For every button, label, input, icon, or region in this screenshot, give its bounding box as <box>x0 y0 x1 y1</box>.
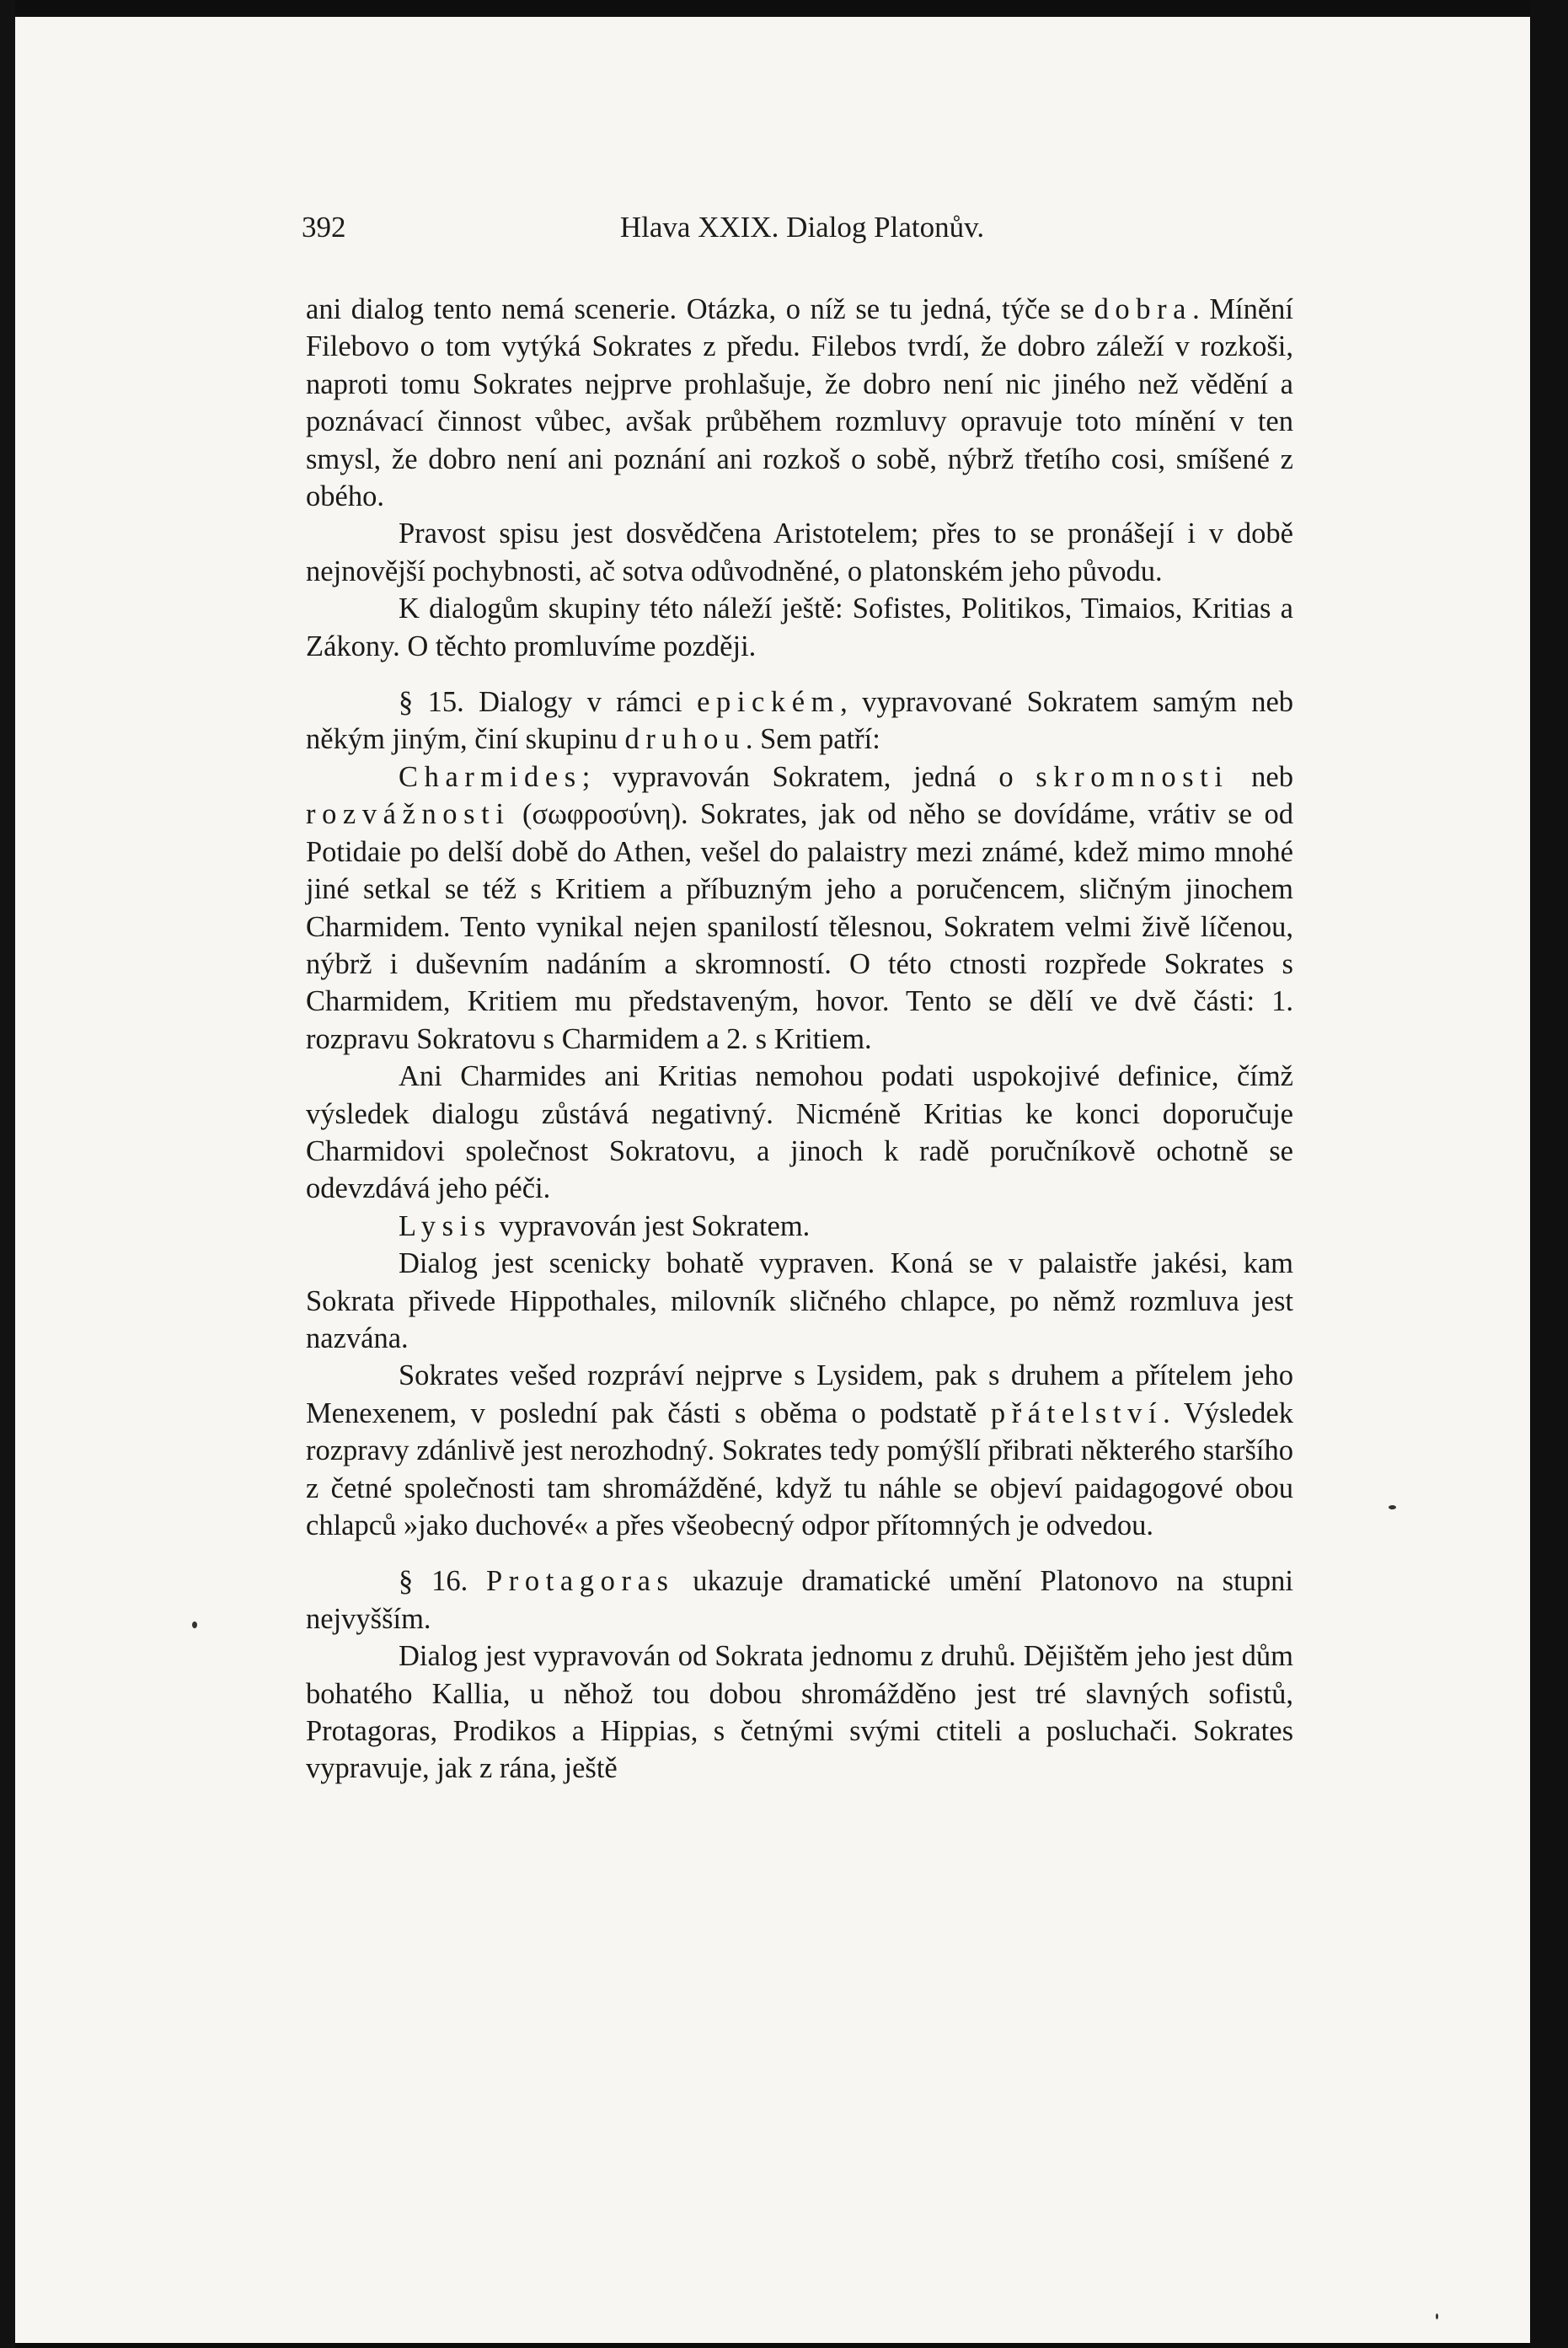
text-run: Sokrates vešed rozpráví nejprve s Lysidem, pak s druhem a přítelem jeho Menexenem, v poslední pak části s oběma o podstatě <box>306 1359 1293 1429</box>
scan-speck <box>192 1622 197 1628</box>
emphasized-text: Protagoras <box>486 1565 675 1598</box>
emphasized-text: rozvážnosti <box>306 798 511 831</box>
text-run: , vypravované Sokratem samým neb někým jiným, činí skupinu <box>306 686 1294 756</box>
paragraph <box>306 1357 1293 1544</box>
page-number: 392 <box>302 211 346 244</box>
paragraph <box>306 291 1293 515</box>
text-run: . Sem patří: <box>745 723 880 756</box>
text-run: Dialog jest scenicky bohatě vypraven. Koná se v palaistře jakési, kam Sokrata přivede Hippothales, milovník sličného chlapce, po němž rozmluva jest nazvána. <box>306 1247 1293 1354</box>
emphasized-text: epickém <box>697 686 841 719</box>
text-run: vypravován jest Sokratem. <box>491 1209 811 1242</box>
scan-border-top <box>0 0 1568 17</box>
text-run: Pravost spisu jest dosvědčena Aristotelem; přes to se pronášejí i v době nejnovější pochybnosti, ač sotva odůvodněné, o platonském jeho původu. <box>306 517 1293 587</box>
text-run: § 16. <box>399 1565 487 1598</box>
text-run: Ani Charmides ani Kritias nemohou podati uspokojivé definice, čímž výsledek dialogu zůstává negativný. Nicméně Kritias ke konci doporučuje Charmidovi společnost Sokratovu, a jinoch k radě poručníkově ochotně se odevzdává jeho péči. <box>306 1060 1293 1205</box>
text-run: (σωφροσύνη). Sokrates, jak od něho se dovídáme, vrátiv se od Potidaie po delší době do Athen, vešel do palaistry mezi známé, kdež mimo mnohé jiné setkal se též s Kritiem a příbuzným jeho a poručencem, sličným jinochem Charmidem. Tento vynikal nejen spanilostí tělesnou, Sokratem velmi živě líčenou, nýbrž i duševním nadáním a skromností. O této ctnosti rozpřede Sokrates s Charmidem, Kritiem mu představeným, hovor. Tento se dělí ve dvě části: 1. rozpravu Sokratovu s Charmidem a 2. s Kritiem. <box>306 798 1293 1055</box>
text-run: neb <box>1228 760 1293 793</box>
text-run: § 15. Dialogy v rámci <box>399 686 698 719</box>
page-header <box>302 211 1303 261</box>
paragraph <box>306 1208 1293 1245</box>
paragraph <box>306 590 1293 665</box>
paragraph <box>306 1638 1293 1788</box>
section-paragraph <box>306 683 1293 759</box>
paragraph <box>306 515 1293 590</box>
text-run: ukazuje dramatické umění Platonovo na stupni nejvyšším. <box>306 1565 1293 1635</box>
scan-speck <box>1436 2313 1438 2319</box>
emphasized-text: Charmides <box>399 760 582 793</box>
text-run: K dialogům skupiny této náleží ještě: Sofistes, Politikos, Timaios, Kritias a Zákony. O těchto promluvíme později. <box>306 592 1293 662</box>
running-head: Hlava XXIX. Dialog Platonův. <box>619 211 985 244</box>
section-paragraph <box>306 1563 1293 1638</box>
emphasized-text: dobra <box>1094 293 1193 325</box>
paragraph <box>306 1058 1293 1208</box>
scan-speck <box>1389 1505 1396 1509</box>
paragraph <box>306 759 1293 1058</box>
paragraph <box>306 1245 1293 1357</box>
emphasized-text: Lysis <box>399 1209 492 1242</box>
scan-border-left <box>0 0 15 2348</box>
text-run: . Mínění Filebovo o tom vytýká Sokrates z předu. Filebos tvrdí, že dobro záleží v rozkoši, naproti tomu Sokrates nejprve prohlašuje, že dobro není nic jiného než vědění a poznávací činnost vůbec, avšak průběhem rozmluvy opravuje toto mínění v ten smysl, že dobro není ani poznání ani rozkoš o sobě, nýbrž třetího cosi, smíšené z obého. <box>306 293 1293 513</box>
text-run: Dialog jest vypravován od Sokrata jednomu z druhů. Dějištěm jeho jest dům bohatého Kallia, u něhož tou dobou shromážděno jest tré slavných sofistů, Protagoras, Prodikos a Hippias, s četnými svými ctiteli a posluchači. Sokrates vypravuje, jak z rána, ještě <box>306 1640 1293 1785</box>
emphasized-text: přátelství <box>990 1396 1164 1429</box>
body-text <box>306 291 1293 1788</box>
text-run: . Výsledek rozpravy zdánlivě jest nerozhodný. Sokrates tedy pomýšlí přibrati některého staršího z četné společnosti tam shromážděné, když tu náhle se objeví paidagogové obou chlapců »jako duchové« a přes všeobecný odpor přítomných je odvedou. <box>306 1396 1293 1541</box>
emphasized-text: skromnosti <box>1036 760 1229 793</box>
scan-border-right <box>1530 0 1568 2348</box>
emphasized-text: druhou <box>624 723 746 756</box>
text-run: ; vypravován Sokratem, jedná o <box>581 760 1036 793</box>
text-run: ani dialog tento nemá scenerie. Otázka, o níž se tu jedná, týče se <box>306 293 1094 325</box>
